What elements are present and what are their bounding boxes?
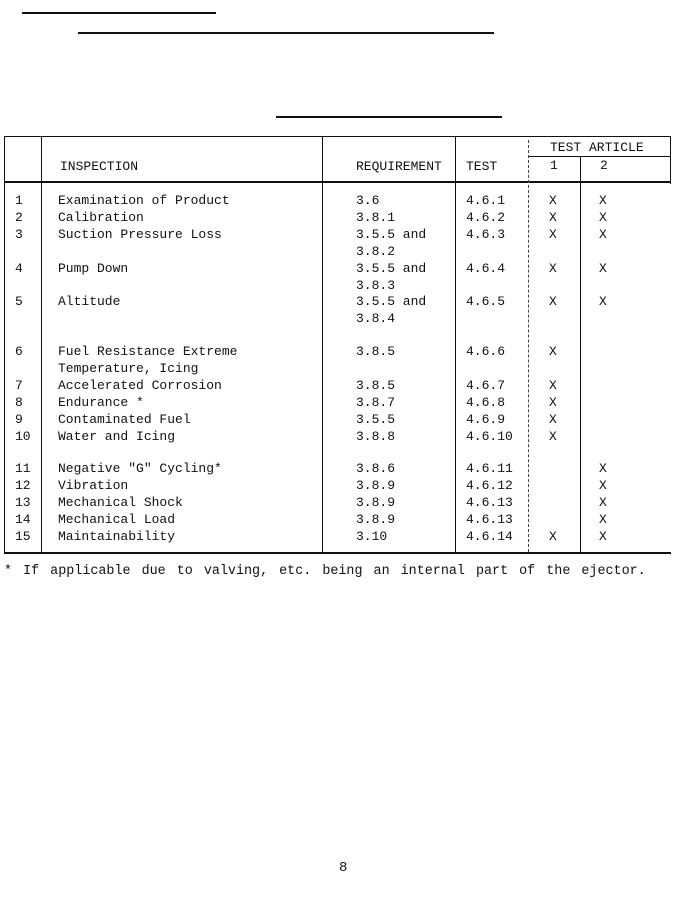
row-test: 4.6.12 bbox=[466, 478, 513, 493]
row-inspection: Contaminated Fuel bbox=[58, 412, 191, 427]
row-test: 4.6.11 bbox=[466, 461, 513, 476]
row-test: 4.6.5 bbox=[466, 294, 506, 309]
redacted-table-title-rule bbox=[276, 116, 502, 118]
row-inspection: Mechanical Shock bbox=[58, 495, 183, 510]
row-test: 4.6.3 bbox=[466, 227, 506, 242]
row-number: 3 bbox=[15, 227, 23, 242]
row-article-1-mark: X bbox=[549, 395, 557, 410]
row-article-2-mark: X bbox=[599, 512, 607, 527]
row-requirement: 3.8.9 bbox=[356, 478, 396, 493]
row-article-1-mark: X bbox=[549, 344, 557, 359]
row-requirement: 3.8.7 bbox=[356, 395, 396, 410]
row-article-1-mark: X bbox=[549, 529, 557, 544]
row-test: 4.6.13 bbox=[466, 495, 513, 510]
row-inspection: Accelerated Corrosion bbox=[58, 378, 222, 393]
row-number: 9 bbox=[15, 412, 23, 427]
header-requirement: REQUIREMENT bbox=[356, 159, 442, 174]
row-number: 1 bbox=[15, 193, 23, 208]
redacted-heading-rule-2 bbox=[78, 32, 494, 34]
row-article-1-mark: X bbox=[549, 261, 557, 276]
row-article-2-mark: X bbox=[599, 461, 607, 476]
page-number: 8 bbox=[339, 860, 348, 876]
row-article-2-mark: X bbox=[599, 193, 607, 208]
test-article-divider bbox=[529, 156, 671, 157]
redacted-heading-rule-1 bbox=[22, 12, 216, 14]
row-requirement: 3.8.6 bbox=[356, 461, 396, 476]
row-article-2-mark: X bbox=[599, 227, 607, 242]
row-number: 12 bbox=[15, 478, 31, 493]
row-article-1-mark: X bbox=[549, 210, 557, 225]
row-inspection: Examination of Product bbox=[58, 193, 230, 208]
row-inspection: Vibration bbox=[58, 478, 129, 493]
row-test: 4.6.2 bbox=[466, 210, 506, 225]
row-article-2-mark: X bbox=[599, 529, 607, 544]
row-inspection: Mechanical Load bbox=[58, 512, 176, 527]
row-test: 4.6.4 bbox=[466, 261, 506, 276]
header-article-1: 1 bbox=[550, 158, 558, 173]
row-number: 13 bbox=[15, 495, 31, 510]
row-requirement: 3.8.4 bbox=[356, 311, 396, 326]
row-article-1-mark: X bbox=[549, 429, 557, 444]
row-test: 4.6.13 bbox=[466, 512, 513, 527]
row-requirement: 3.8.2 bbox=[356, 244, 396, 259]
row-requirement: 3.8.8 bbox=[356, 429, 396, 444]
header-inspection: INSPECTION bbox=[60, 159, 139, 174]
article-column-border bbox=[580, 156, 581, 554]
table-top-border bbox=[4, 136, 671, 137]
table-right-border bbox=[670, 136, 671, 184]
row-requirement: 3.8.9 bbox=[356, 512, 396, 527]
table-left-border bbox=[4, 136, 5, 554]
row-article-1-mark: X bbox=[549, 193, 557, 208]
row-test: 4.6.7 bbox=[466, 378, 506, 393]
row-article-1-mark: X bbox=[549, 294, 557, 309]
row-article-2-mark: X bbox=[599, 294, 607, 309]
row-requirement: 3.5.5 and bbox=[356, 227, 427, 242]
number-column-border bbox=[41, 136, 42, 554]
requirement-column-border bbox=[455, 136, 456, 554]
row-inspection: Pump Down bbox=[58, 261, 129, 276]
row-number: 5 bbox=[15, 294, 23, 309]
row-inspection: Negative "G" Cycling* bbox=[58, 461, 222, 476]
row-requirement: 3.8.5 bbox=[356, 378, 396, 393]
row-inspection: Endurance * bbox=[58, 395, 144, 410]
row-article-2-mark: X bbox=[599, 495, 607, 510]
row-number: 6 bbox=[15, 344, 23, 359]
row-article-2-mark: X bbox=[599, 478, 607, 493]
row-number: 11 bbox=[15, 461, 31, 476]
row-requirement: 3.8.1 bbox=[356, 210, 396, 225]
row-inspection: Maintainability bbox=[58, 529, 176, 544]
header-test: TEST bbox=[466, 159, 498, 174]
test-column-border bbox=[528, 140, 529, 552]
row-article-2-mark: X bbox=[599, 210, 607, 225]
row-requirement: 3.5.5 and bbox=[356, 261, 427, 276]
row-inspection: Water and Icing bbox=[58, 429, 176, 444]
row-test: 4.6.9 bbox=[466, 412, 506, 427]
row-inspection: Suction Pressure Loss bbox=[58, 227, 222, 242]
header-test-article: TEST ARTICLE bbox=[550, 140, 644, 155]
row-number: 10 bbox=[15, 429, 31, 444]
row-test: 4.6.10 bbox=[466, 429, 513, 444]
row-test: 4.6.1 bbox=[466, 193, 506, 208]
row-test: 4.6.14 bbox=[466, 529, 513, 544]
row-article-1-mark: X bbox=[549, 227, 557, 242]
row-test: 4.6.8 bbox=[466, 395, 506, 410]
row-requirement: 3.5.5 bbox=[356, 412, 396, 427]
row-article-1-mark: X bbox=[549, 412, 557, 427]
table-bottom-border bbox=[4, 552, 671, 554]
row-requirement: 3.8.9 bbox=[356, 495, 396, 510]
row-number: 4 bbox=[15, 261, 23, 276]
inspection-column-border bbox=[322, 136, 323, 554]
header-bottom-border bbox=[4, 181, 671, 183]
row-requirement: 3.6 bbox=[356, 193, 380, 208]
row-number: 2 bbox=[15, 210, 23, 225]
row-inspection: Altitude bbox=[58, 294, 121, 309]
row-requirement: 3.8.3 bbox=[356, 278, 396, 293]
row-inspection: Temperature, Icing bbox=[58, 361, 199, 376]
row-requirement: 3.10 bbox=[356, 529, 388, 544]
row-requirement: 3.5.5 and bbox=[356, 294, 427, 309]
row-number: 7 bbox=[15, 378, 23, 393]
row-article-2-mark: X bbox=[599, 261, 607, 276]
row-number: 15 bbox=[15, 529, 31, 544]
row-inspection: Calibration bbox=[58, 210, 144, 225]
row-requirement: 3.8.5 bbox=[356, 344, 396, 359]
row-inspection: Fuel Resistance Extreme bbox=[58, 344, 238, 359]
row-article-1-mark: X bbox=[549, 378, 557, 393]
footnote: * If applicable due to valving, etc. being an internal part of the ejector. bbox=[4, 564, 646, 579]
row-number: 8 bbox=[15, 395, 23, 410]
row-number: 14 bbox=[15, 512, 31, 527]
row-test: 4.6.6 bbox=[466, 344, 506, 359]
header-article-2: 2 bbox=[600, 158, 608, 173]
